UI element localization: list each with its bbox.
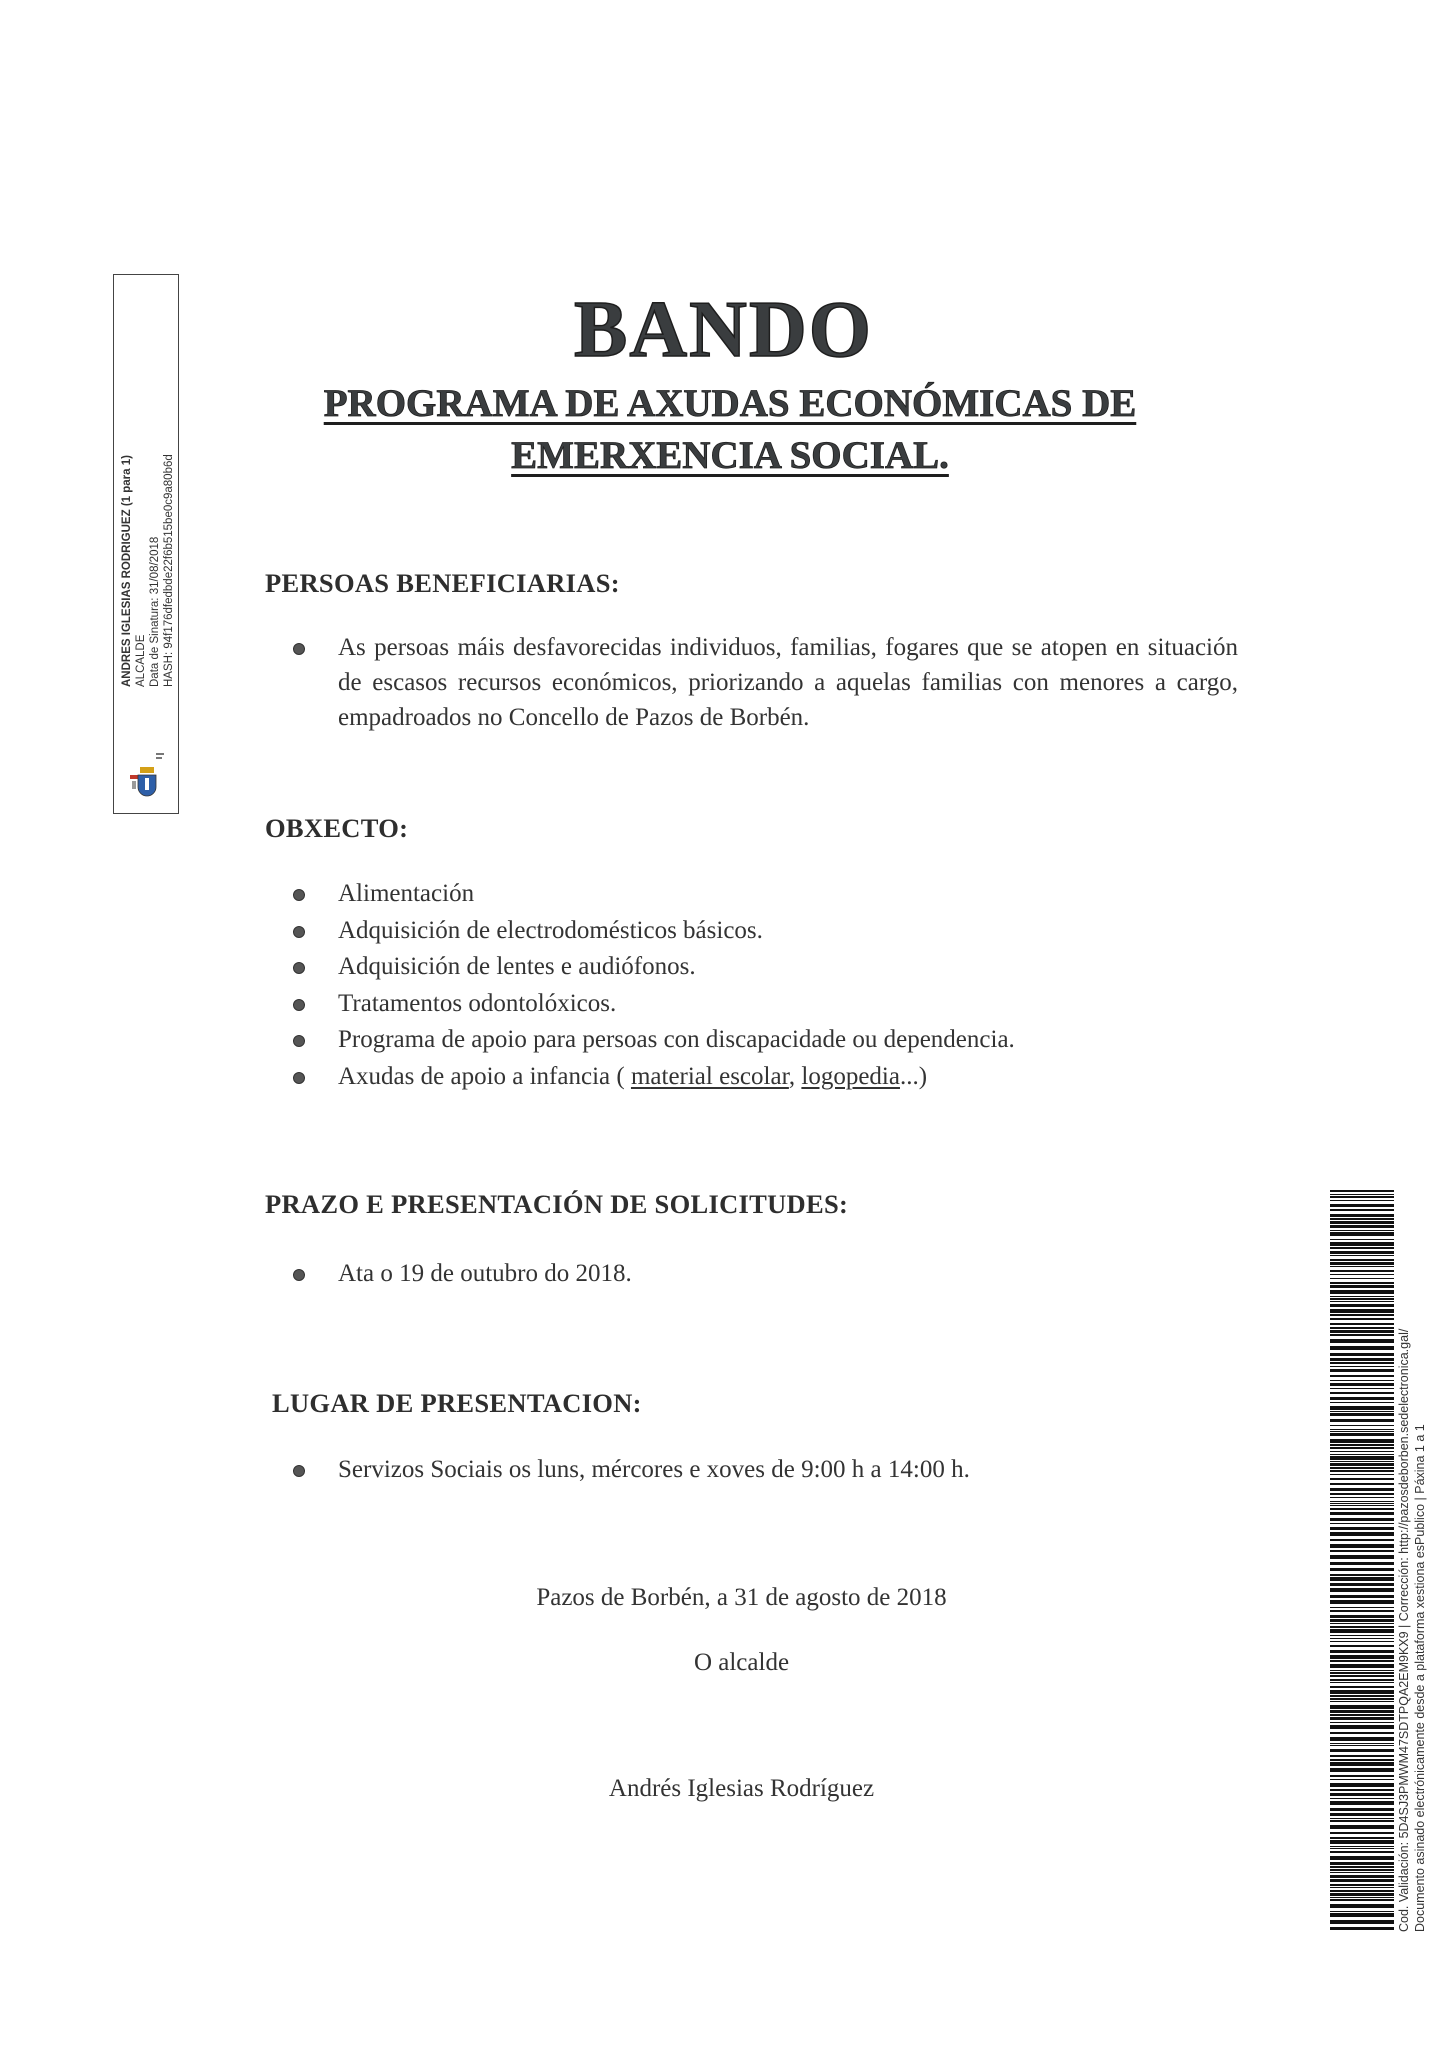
barcode-bar: [1330, 1518, 1394, 1521]
barcode-bar: [1330, 1451, 1394, 1452]
barcode-bar: [1330, 1759, 1394, 1761]
deadline-list: [293, 1256, 1293, 1293]
barcode-bar: [1330, 1717, 1394, 1720]
stamp-signature-date: Data de Sinatura: 31/08/2018: [149, 536, 161, 687]
barcode-bar: [1330, 1274, 1394, 1275]
barcode-bar: [1330, 1675, 1394, 1677]
barcode-bar: [1330, 1869, 1394, 1871]
barcode-bar: [1330, 1429, 1394, 1430]
barcode-bar: [1330, 1544, 1394, 1548]
barcode-bar: [1330, 1911, 1394, 1912]
barcode-bar: [1330, 1749, 1394, 1752]
barcode-bar: [1330, 1610, 1394, 1612]
barcode-bar: [1330, 1456, 1394, 1460]
barcode-bar: [1330, 1196, 1394, 1198]
barcode-bar: [1330, 1779, 1394, 1780]
barcode-bar: [1330, 1695, 1394, 1697]
list-item: Tratamentos odontolóxicos.: [293, 986, 1293, 1023]
barcode-bar: [1330, 1913, 1394, 1917]
place-list: [293, 1452, 1293, 1489]
barcode-bar: [1330, 1304, 1394, 1307]
barcode: [1330, 1190, 1394, 1930]
barcode-bar: [1330, 1722, 1394, 1723]
barcode-bar: [1330, 1214, 1394, 1217]
barcode-bar: [1330, 1725, 1394, 1729]
barcode-bar: [1330, 1512, 1394, 1515]
barcode-bar: [1330, 1705, 1394, 1709]
beneficiaries-list: [293, 630, 1238, 735]
list-item: Ata o 19 de outubro do 2018.: [293, 1256, 1293, 1293]
barcode-bar: [1330, 1508, 1394, 1510]
barcode-bar: [1330, 1655, 1394, 1659]
barcode-bar: [1330, 1856, 1394, 1860]
barcode-bar: [1330, 1406, 1394, 1410]
barcode-bar: [1330, 1866, 1394, 1868]
barcode-bar: [1330, 1635, 1394, 1636]
barcode-bar: [1330, 1893, 1394, 1896]
barcode-bar: [1330, 1454, 1394, 1455]
barcode-bar: [1330, 1532, 1394, 1536]
barcode-bar: [1330, 1848, 1394, 1849]
barcode-bar: [1330, 1623, 1394, 1624]
barcode-bar: [1330, 1259, 1394, 1261]
barcode-bar: [1330, 1366, 1394, 1367]
barcode-bar: [1330, 1768, 1394, 1772]
barcode-bar: [1330, 1743, 1394, 1744]
barcode-bar: [1330, 1600, 1394, 1604]
barcode-bar: [1330, 1190, 1394, 1192]
barcode-bar: [1330, 1461, 1394, 1462]
barcode-bar: [1330, 1626, 1394, 1628]
barcode-bar: [1330, 1879, 1394, 1882]
barcode-bar: [1330, 1204, 1394, 1207]
barcode-bar: [1330, 1820, 1394, 1822]
barcode-bar: [1330, 1397, 1394, 1400]
barcode-bar: [1330, 1897, 1394, 1898]
barcode-bar: [1330, 1218, 1394, 1220]
barcode-bar: [1330, 1660, 1394, 1662]
barcode-bar: [1330, 1701, 1394, 1702]
document-title: BANDO: [574, 286, 873, 374]
barcode-bar: [1330, 1775, 1394, 1777]
municipal-crest-icon: [126, 745, 166, 805]
barcode-bar: [1330, 1474, 1394, 1475]
barcode-bar: [1330, 1323, 1394, 1325]
barcode-bar: [1330, 1296, 1394, 1297]
barcode-bar: [1330, 1242, 1394, 1246]
list-item: Servizos Sociais os luns, mércores e xoves de 9:00 h a 14:00 h.: [293, 1452, 1293, 1489]
document-subtitle: [300, 378, 1160, 482]
barcode-bar: [1330, 1282, 1394, 1284]
barcode-bar: [1330, 1497, 1394, 1498]
barcode-bar: [1330, 1290, 1394, 1294]
barcode-bar: [1330, 1425, 1394, 1426]
material-escolar-text: material escolar: [630, 1062, 789, 1090]
barcode-bar: [1330, 1595, 1394, 1598]
list-item: Adquisición de lentes e audiófonos.: [293, 949, 1293, 986]
list-item: [293, 1059, 1293, 1096]
barcode-bar: [1330, 1840, 1394, 1844]
barcode-bar: [1330, 1783, 1394, 1787]
barcode-bar: [1330, 1793, 1394, 1796]
barcode-bar: [1330, 1615, 1394, 1618]
barcode-bar: [1330, 1501, 1394, 1502]
barcode-bar: [1330, 1583, 1394, 1586]
logopedia-text: logopedia: [801, 1062, 900, 1090]
barcode-bar: [1330, 1262, 1394, 1265]
barcode-bar: [1330, 1444, 1394, 1446]
barcode-bar: [1330, 1588, 1394, 1592]
barcode-bar: [1330, 1884, 1394, 1886]
barcode-bar: [1330, 1431, 1394, 1432]
list-item-separator: ,: [788, 1062, 802, 1090]
barcode-bar: [1330, 1330, 1394, 1333]
barcode-bar: [1330, 1221, 1394, 1224]
list-item: Adquisición de electrodomésticos básicos.: [293, 913, 1293, 950]
barcode-bar: [1330, 1467, 1394, 1469]
barcode-bar: [1330, 1318, 1394, 1320]
barcode-bar: [1330, 1411, 1394, 1412]
barcode-bar: [1330, 1872, 1394, 1873]
barcode-bar: [1330, 1353, 1394, 1356]
barcode-bar: [1330, 1230, 1394, 1231]
barcode-bar: [1330, 1488, 1394, 1491]
barcode-bar: [1330, 1270, 1394, 1272]
barcode-bar: [1330, 1463, 1394, 1466]
barcode-bar: [1330, 1887, 1394, 1888]
barcode-bar: [1330, 1388, 1394, 1389]
barcode-bar: [1330, 1832, 1394, 1834]
barcode-bar: [1330, 1413, 1394, 1416]
validation-line-1: Cod. Validación: 5D4SJ3PMWM47SDTPQA2EM9KX9 | Corrección: http://pazosdeborben.sedelectronica.gal/: [1397, 1328, 1411, 1932]
barcode-bar: [1330, 1813, 1394, 1816]
list-item: Alimentación: [293, 876, 1293, 913]
barcode-bar: [1330, 1690, 1394, 1694]
barcode-bar: [1330, 1470, 1394, 1472]
barcode-bar: [1330, 1670, 1394, 1671]
barcode-bar: [1330, 1358, 1394, 1361]
barcode-bar: [1330, 1714, 1394, 1716]
barcode-bar: [1330, 1209, 1394, 1211]
barcode-bar: [1330, 1301, 1394, 1302]
barcode-bar: [1330, 1710, 1394, 1713]
barcode-bar: [1330, 1846, 1394, 1847]
barcode-bar: [1330, 1672, 1394, 1674]
barcode-bar: [1330, 1619, 1394, 1622]
stamp-signer: ANDRES IGLESIAS RODRIGUEZ (1 para 1): [121, 455, 133, 687]
barcode-bar: [1330, 1483, 1394, 1485]
barcode-bar: [1330, 1375, 1394, 1377]
barcode-bar: [1330, 1327, 1394, 1329]
barcode-bar: [1330, 1629, 1394, 1633]
barcode-bar: [1330, 1314, 1394, 1316]
barcode-bar: [1330, 1679, 1394, 1681]
list-item-prefix: Axudas de apoio a infancia (: [338, 1062, 631, 1090]
validation-line-2: Documento asinado electrónicamente desde a plataforma xestiona esPublico | Páxina 1 a 1: [1413, 1424, 1427, 1932]
barcode-bar: [1330, 1285, 1394, 1288]
barcode-bar: [1330, 1808, 1394, 1811]
barcode-bar: [1330, 1493, 1394, 1495]
barcode-bar: [1330, 1266, 1394, 1267]
stamp-hash: HASH: 94f176dfedbde22f6b515be0c9a80b6d: [163, 454, 175, 687]
beneficiaries-heading: PERSOAS BENEFICIARIAS:: [265, 568, 620, 598]
barcode-bar: [1330, 1505, 1394, 1506]
barcode-bar: [1330, 1439, 1394, 1443]
barcode-bar: [1330, 1550, 1394, 1552]
barcode-bar: [1330, 1527, 1394, 1530]
barcode-bar: [1330, 1309, 1394, 1313]
barcode-bar: [1330, 1232, 1394, 1236]
barcode-bar: [1330, 1890, 1394, 1892]
barcode-bar: [1330, 1339, 1394, 1343]
place-heading: LUGAR DE PRESENTACION:: [272, 1388, 642, 1418]
barcode-bar: [1330, 1433, 1394, 1436]
barcode-bar: [1330, 1682, 1394, 1683]
barcode-bar: [1330, 1825, 1394, 1829]
barcode-bar: [1330, 1927, 1394, 1930]
deadline-heading: PRAZO E PRESENTACIÓN DE SOLICITUDES:: [265, 1189, 849, 1219]
list-item-suffix: ...): [899, 1062, 928, 1090]
barcode-bar: [1330, 1789, 1394, 1791]
barcode-bar: [1330, 1402, 1394, 1403]
closing-role: O alcalde: [693, 1649, 790, 1676]
barcode-bar: [1330, 1255, 1394, 1256]
barcode-bar: [1330, 1392, 1394, 1394]
barcode-bar: [1330, 1745, 1394, 1746]
barcode-bar: [1330, 1346, 1394, 1350]
barcode-bar: [1330, 1539, 1394, 1541]
barcode-bar: [1330, 1732, 1394, 1734]
barcode-bar: [1330, 1298, 1394, 1300]
barcode-bar: [1330, 1607, 1394, 1608]
barcode-bar: [1330, 1650, 1394, 1653]
barcode-bar: [1330, 1380, 1394, 1381]
closing-place-date: Pazos de Borbén, a 31 de agosto de 2018: [536, 1584, 947, 1611]
barcode-bar: [1330, 1419, 1394, 1422]
barcode-bar: [1330, 1762, 1394, 1766]
barcode-bar: [1330, 1641, 1394, 1642]
barcode-bar: [1330, 1837, 1394, 1839]
barcode-bar: [1330, 1225, 1394, 1228]
object-heading: OBXECTO:: [265, 813, 409, 843]
barcode-bar: [1330, 1362, 1394, 1364]
barcode-bar: [1330, 1638, 1394, 1639]
barcode-bar: [1330, 1798, 1394, 1799]
barcode-bar: [1330, 1555, 1394, 1559]
stamp-role: ALCALDE: [135, 634, 147, 687]
barcode-bar: [1330, 1899, 1394, 1901]
barcode-bar: [1330, 1875, 1394, 1878]
list-item: Programa de apoio para persoas con discapacidade ou dependencia.: [293, 1022, 1293, 1059]
barcode-bar: [1330, 1200, 1394, 1201]
barcode-bar: [1330, 1383, 1394, 1386]
barcode-bar: [1330, 1737, 1394, 1741]
barcode-bar: [1330, 1920, 1394, 1924]
barcode-bar: [1330, 1851, 1394, 1853]
barcode-bar: [1330, 1698, 1394, 1700]
barcode-bar: [1330, 1523, 1394, 1524]
barcode-bar: [1330, 1562, 1394, 1565]
barcode-bar: [1330, 1194, 1394, 1195]
barcode-bar: [1330, 1278, 1394, 1279]
barcode-bar: [1330, 1447, 1394, 1449]
barcode-bar: [1330, 1334, 1394, 1336]
barcode-bar: [1330, 1904, 1394, 1908]
object-list: [293, 876, 1293, 1095]
barcode-bar: [1330, 1818, 1394, 1819]
barcode-bar: [1330, 1478, 1394, 1480]
barcode-bar: [1330, 1686, 1394, 1688]
barcode-bar: [1330, 1755, 1394, 1757]
subtitle-line-2: EMERXENCIA SOCIAL.: [511, 434, 949, 477]
subtitle-line-1: PROGRAMA DE AXUDAS ECONÓMICAS DE: [323, 382, 1137, 425]
validation-text: [1396, 1192, 1447, 1932]
barcode-bar: [1330, 1577, 1394, 1581]
barcode-bar: [1330, 1801, 1394, 1805]
barcode-bar: [1330, 1239, 1394, 1240]
barcode-bar: [1330, 1862, 1394, 1865]
barcode-bar: [1330, 1369, 1394, 1372]
barcode-bar: [1330, 1664, 1394, 1668]
barcode-bar: [1330, 1251, 1394, 1254]
barcode-bar: [1330, 1645, 1394, 1647]
barcode-bar: [1330, 1503, 1394, 1504]
barcode-bar: [1330, 1247, 1394, 1249]
closing-signer-name: Andrés Iglesias Rodríguez: [608, 1775, 875, 1802]
list-item: As persoas máis desfavorecidas individuos, familias, fogares que se atopen en situación de escasos recursos económicos, priorizando a aquelas familias con menores a cargo, empadroados no Concello de Pazos de Borbén.: [293, 630, 1238, 735]
barcode-bar: [1330, 1568, 1394, 1571]
barcode-bar: [1330, 1574, 1394, 1576]
